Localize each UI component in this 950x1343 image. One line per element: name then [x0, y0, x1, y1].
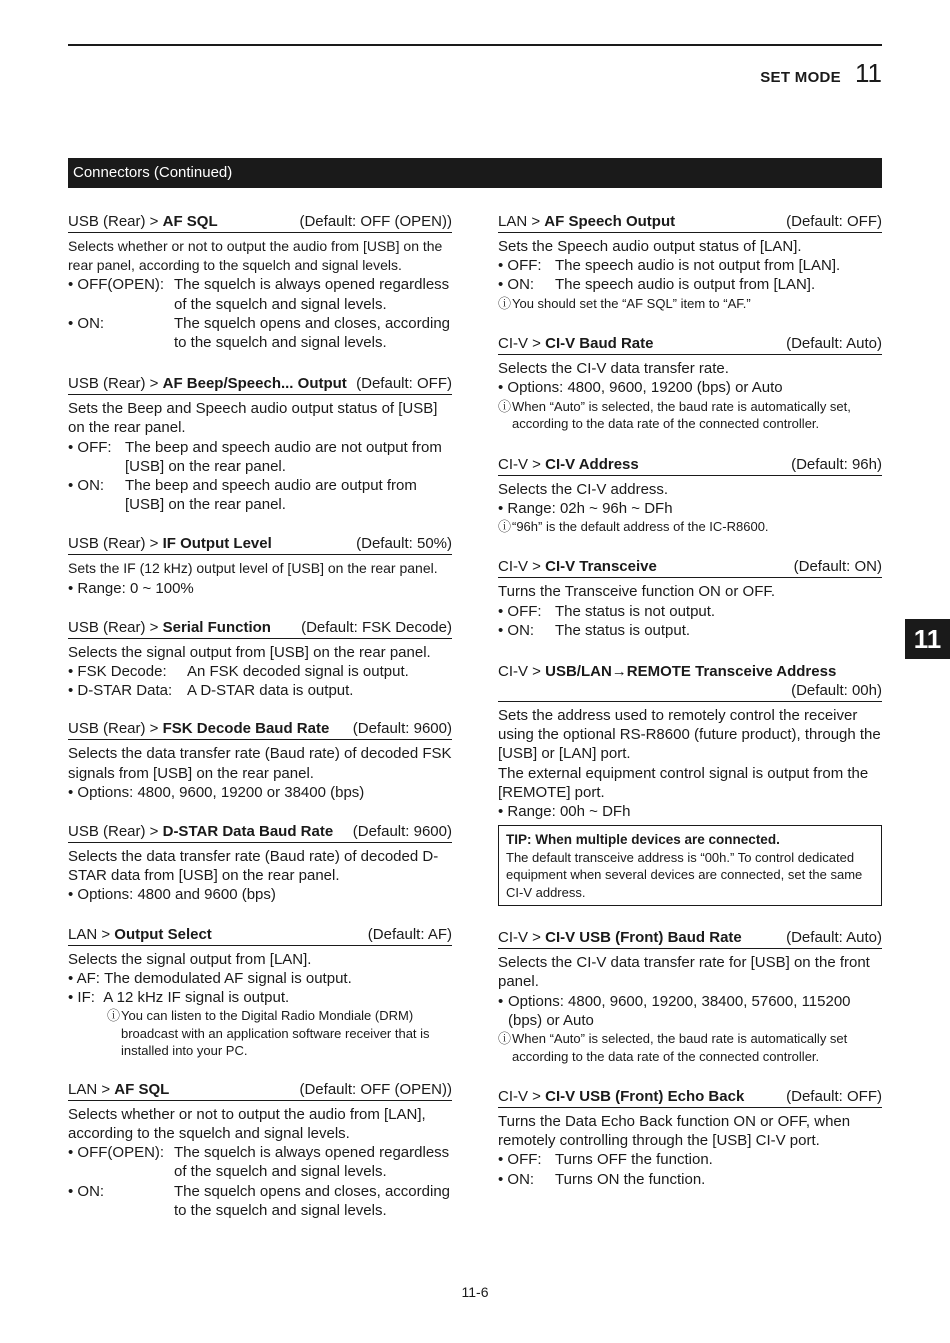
- item-description: Selects the data transfer rate (Baud rate) of decoded D-STAR data from [USB] on the rear panel.: [68, 848, 439, 885]
- item-name: Output Select: [114, 925, 212, 943]
- setting-civ-transceive: [498, 557, 882, 640]
- item-title: [68, 925, 452, 946]
- option-row: [498, 378, 882, 397]
- item-description: Sets the Beep and Speech audio output status of [USB] on the rear panel.: [68, 400, 438, 437]
- chapter-side-tab: 11: [905, 619, 950, 659]
- option-key: • Range: 02h ~ 96h ~ DFh: [498, 499, 673, 517]
- option-value: The speech audio is output from [LAN].: [555, 276, 816, 294]
- section-name: SET MODE: [760, 69, 841, 86]
- option-key: • Range: 00h ~ DFh: [498, 803, 631, 821]
- setting-usb-dstar-data-baud: [68, 822, 452, 905]
- item-description: Selects the CI-V data transfer rate.: [498, 360, 729, 378]
- option-row: [68, 438, 452, 476]
- option-key: • FSK Decode:: [68, 663, 171, 681]
- option-row: [498, 992, 882, 1030]
- item-title: [68, 1080, 452, 1101]
- item-description: Selects the signal output from [USB] on the rear panel.: [68, 643, 431, 661]
- item-title: [498, 1087, 882, 1108]
- note-text: “96h” is the default address of the IC-R8600.: [512, 518, 769, 534]
- option-value: The beep and speech audio are not output from [USB] on the rear panel.: [125, 438, 442, 475]
- option-key: • ON:: [68, 314, 105, 332]
- item-default: (Default: FSK Decode): [301, 618, 452, 636]
- item-title: [68, 534, 452, 555]
- option-value: Turns OFF the function.: [555, 1151, 713, 1169]
- item-default: (Default: OFF): [786, 1088, 882, 1106]
- setting-usb-lan-remote-transceive-address: [498, 662, 882, 906]
- item-path: USB (Rear) >: [68, 823, 163, 841]
- item-description: Sets the IF (12 kHz) output level of [USB] on the rear panel.: [68, 560, 438, 577]
- item-description: Turns the Transceive function ON or OFF.: [498, 583, 776, 601]
- option-row: [498, 621, 882, 640]
- item-path: CI-V >: [498, 335, 546, 353]
- option-value: The demodulated AF signal is output.: [104, 969, 352, 987]
- item-name: FSK Decode Baud Rate: [162, 720, 330, 738]
- option-row: [68, 681, 452, 700]
- item-path: CI-V >: [498, 663, 546, 681]
- option-value: An FSK decoded signal is output.: [187, 663, 409, 681]
- info-icon: ⓘ: [498, 1031, 512, 1047]
- option-row: [498, 499, 882, 518]
- option-key: • AF:: [68, 969, 105, 987]
- setting-lan-af-speech-output: [498, 212, 882, 312]
- info-icon: ⓘ: [498, 398, 512, 414]
- option-row: [498, 602, 882, 621]
- item-title: [68, 374, 452, 395]
- item-name: CI-V USB (Front) Baud Rate: [545, 929, 742, 947]
- item-name: CI-V Transceive: [545, 558, 657, 576]
- left-column: [68, 212, 452, 1220]
- setting-usb-fsk-decode-baud: [68, 719, 452, 802]
- setting-usb-serial-function: [68, 618, 452, 701]
- item-default: (Default: 9600): [352, 720, 452, 738]
- option-key: • OFF:: [498, 257, 550, 275]
- option-row: [68, 314, 452, 352]
- option-row: [498, 1170, 882, 1189]
- option-key: • Range: 0 ~ 100%: [68, 579, 194, 597]
- item-title: [498, 212, 882, 233]
- option-value: A 12 kHz IF signal is output.: [103, 989, 290, 1007]
- item-description: Selects the signal output from [LAN].: [68, 950, 312, 968]
- item-title: [498, 334, 882, 355]
- item-default: (Default: 96h): [791, 455, 882, 473]
- option-row: [68, 969, 452, 988]
- option-key: • OFF(OPEN):: [68, 276, 169, 294]
- option-value: Turns ON the function.: [555, 1170, 706, 1188]
- item-default: (Default: 50%): [356, 535, 452, 553]
- item-default: (Default: ON): [793, 558, 882, 576]
- option-row: [68, 1182, 452, 1220]
- item-default: (Default: 9600): [352, 823, 452, 841]
- item-description: Selects whether or not to output the audio from [USB] on the rear panel, according to the squelch and signal levels.: [68, 238, 443, 274]
- setting-civ-usb-front-echo-back: [498, 1087, 882, 1189]
- item-path: USB (Rear) >: [68, 618, 163, 636]
- option-row: [68, 1143, 452, 1181]
- item-name: CI-V USB (Front) Echo Back: [545, 1088, 745, 1106]
- page-number: 11-6: [461, 1284, 489, 1300]
- item-title: [68, 719, 452, 740]
- option-value: The status is output.: [555, 621, 691, 639]
- item-path: CI-V >: [498, 558, 546, 576]
- item-note: [498, 295, 882, 313]
- option-row: [68, 988, 452, 1007]
- setting-civ-usb-front-baud-rate: [498, 928, 882, 1065]
- option-row: [498, 1150, 882, 1169]
- option-key: • D-STAR Data:: [68, 682, 177, 700]
- option-key: • Options: 4800 and 9600 (bps): [68, 886, 276, 904]
- section-band: Connectors (Continued): [68, 158, 882, 188]
- option-value: The squelch opens and closes, according to the squelch and signal levels.: [174, 314, 451, 352]
- item-default: (Default: OFF): [356, 375, 452, 393]
- setting-civ-baud-rate: [498, 334, 882, 432]
- option-key: • ON:: [498, 621, 547, 639]
- item-note: [498, 518, 882, 536]
- item-path: LAN >: [68, 925, 115, 943]
- item-description: Sets the Speech audio output status of [LAN].: [498, 238, 802, 255]
- note-text: You should set the “AF SQL” item to “AF.”: [512, 295, 751, 311]
- item-title: [498, 928, 882, 949]
- option-key: • ON:: [68, 477, 105, 495]
- option-key: • ON:: [498, 276, 547, 294]
- item-path: CI-V >: [498, 1088, 546, 1106]
- item-name: IF Output Level: [162, 535, 272, 553]
- option-value: The squelch is always opened regardless of the squelch and signal levels.: [174, 276, 450, 313]
- item-name: AF SQL: [162, 213, 218, 230]
- option-key: • IF:: [68, 989, 104, 1007]
- item-description: Selects whether or not to output the audio from [LAN], according to the squelch and signal levels.: [68, 1105, 426, 1142]
- item-description: Sets the address used to remotely control the receiver using the optional RS-R8600 (future product), through the [USB] or [LAN] port.: [498, 707, 881, 763]
- item-description: Selects the CI-V address.: [498, 480, 669, 498]
- item-title: [498, 557, 882, 578]
- page-header: [760, 58, 882, 89]
- option-value: Options: 4800, 9600, 19200, 38400, 57600, 115200 (bps) or Auto: [508, 992, 851, 1029]
- option-key: • OFF(OPEN):: [68, 1144, 169, 1162]
- option-value: The beep and speech audio are output from [USB] on the rear panel.: [125, 477, 417, 514]
- tip-text: The default transceive address is “00h.” To control dedicated equipment when several devices are connected, set the same CI-V address.: [506, 849, 863, 900]
- option-value: The squelch is always opened regardless of the squelch and signal levels.: [174, 1144, 450, 1181]
- info-icon: ⓘ: [107, 1008, 121, 1024]
- item-name: Serial Function: [162, 618, 271, 636]
- item-name: D-STAR Data Baud Rate: [162, 823, 334, 841]
- option-key: •: [498, 992, 508, 1010]
- item-path: LAN >: [68, 1080, 115, 1098]
- item-title: [68, 822, 452, 843]
- option-row: [498, 802, 882, 821]
- option-value: A D-STAR data is output.: [187, 682, 354, 700]
- item-description: Selects the data transfer rate (Baud rate) of decoded FSK signals from [USB] on the rear panel.: [68, 745, 452, 782]
- setting-civ-address: [498, 455, 882, 536]
- item-path: CI-V >: [498, 929, 546, 947]
- option-value: The squelch opens and closes, according to the squelch and signal levels.: [174, 1182, 451, 1219]
- option-row: [68, 275, 452, 313]
- item-default: (Default: 00h): [791, 682, 882, 700]
- setting-lan-af-sql: [68, 1080, 452, 1220]
- option-key: • Options: 4800, 9600, 19200 or 38400 (bps): [68, 783, 365, 801]
- top-rule: [68, 44, 882, 46]
- item-path: USB (Rear) >: [68, 535, 163, 553]
- item-path: USB (Rear) >: [68, 375, 163, 393]
- item-title: [498, 662, 882, 702]
- item-name: CI-V Address: [545, 455, 639, 473]
- item-name: AF SQL: [114, 1080, 170, 1098]
- option-row: [68, 885, 452, 904]
- item-default: (Default: Auto): [786, 335, 882, 353]
- setting-usb-af-sql: [68, 212, 452, 352]
- option-row: [68, 662, 452, 681]
- item-name: AF Speech Output: [544, 213, 676, 230]
- info-icon: ⓘ: [498, 518, 512, 534]
- item-description: Selects the CI-V data transfer rate for [USB] on the front panel.: [498, 954, 870, 991]
- item-name: USB/LAN→REMOTE Transceive Address: [545, 663, 837, 681]
- item-path: USB (Rear) >: [68, 720, 163, 738]
- note-text: When “Auto” is selected, the baud rate is automatically set according to the data rate of the connected controller.: [512, 1031, 848, 1064]
- tip-box: [498, 825, 882, 906]
- item-title: [68, 212, 452, 233]
- option-key: • OFF:: [498, 602, 550, 620]
- item-description: Turns the Data Echo Back function ON or OFF, when remotely controlling through the [USB] CI-V port.: [498, 1113, 851, 1150]
- option-value: The status is not output.: [555, 602, 716, 620]
- tip-title: TIP: When multiple devices are connected.: [506, 832, 780, 848]
- option-row: [498, 256, 882, 275]
- item-description-2: The external equipment control signal is output from the [REMOTE] port.: [498, 764, 869, 801]
- item-path: USB (Rear) >: [68, 213, 163, 230]
- option-key: • ON:: [498, 1170, 547, 1188]
- note-text: When “Auto” is selected, the baud rate is automatically set, according to the data rate of the connected controller.: [512, 398, 851, 432]
- item-name: AF Beep/Speech... Output: [162, 375, 347, 393]
- option-key: • Options: 4800, 9600, 19200 (bps) or Auto: [498, 379, 783, 397]
- setting-usb-af-beep-speech: [68, 374, 452, 514]
- option-row: [68, 783, 452, 802]
- option-key: • OFF:: [68, 438, 116, 456]
- note-text: You can listen to the Digital Radio Mondiale (DRM) broadcast with an application software receiver that is installed into your PC.: [121, 1008, 430, 1059]
- item-default: (Default: OFF (OPEN)): [299, 213, 452, 230]
- item-path: CI-V >: [498, 455, 546, 473]
- right-column: [498, 212, 882, 1189]
- item-name: CI-V Baud Rate: [545, 335, 654, 353]
- info-icon: ⓘ: [498, 295, 512, 311]
- item-default: (Default: Auto): [786, 929, 882, 947]
- option-row: [68, 579, 452, 598]
- setting-usb-if-output-level: [68, 534, 452, 597]
- option-row: [498, 275, 882, 294]
- item-note: [498, 398, 882, 433]
- item-default: (Default: AF): [367, 925, 452, 943]
- setting-lan-output-select: [68, 925, 452, 1060]
- item-default: (Default: OFF (OPEN)): [299, 1080, 452, 1098]
- option-value: The speech audio is not output from [LAN].: [555, 257, 841, 275]
- item-note: [68, 1007, 452, 1060]
- item-default: (Default: OFF): [786, 213, 882, 230]
- option-row: [68, 476, 452, 514]
- item-path: LAN >: [498, 213, 545, 230]
- option-key: • ON:: [68, 1182, 105, 1200]
- item-title: [498, 455, 882, 476]
- option-key: • OFF:: [498, 1151, 550, 1169]
- item-note: [498, 1030, 882, 1065]
- item-title: [68, 618, 452, 639]
- chapter-number: 11: [855, 58, 882, 88]
